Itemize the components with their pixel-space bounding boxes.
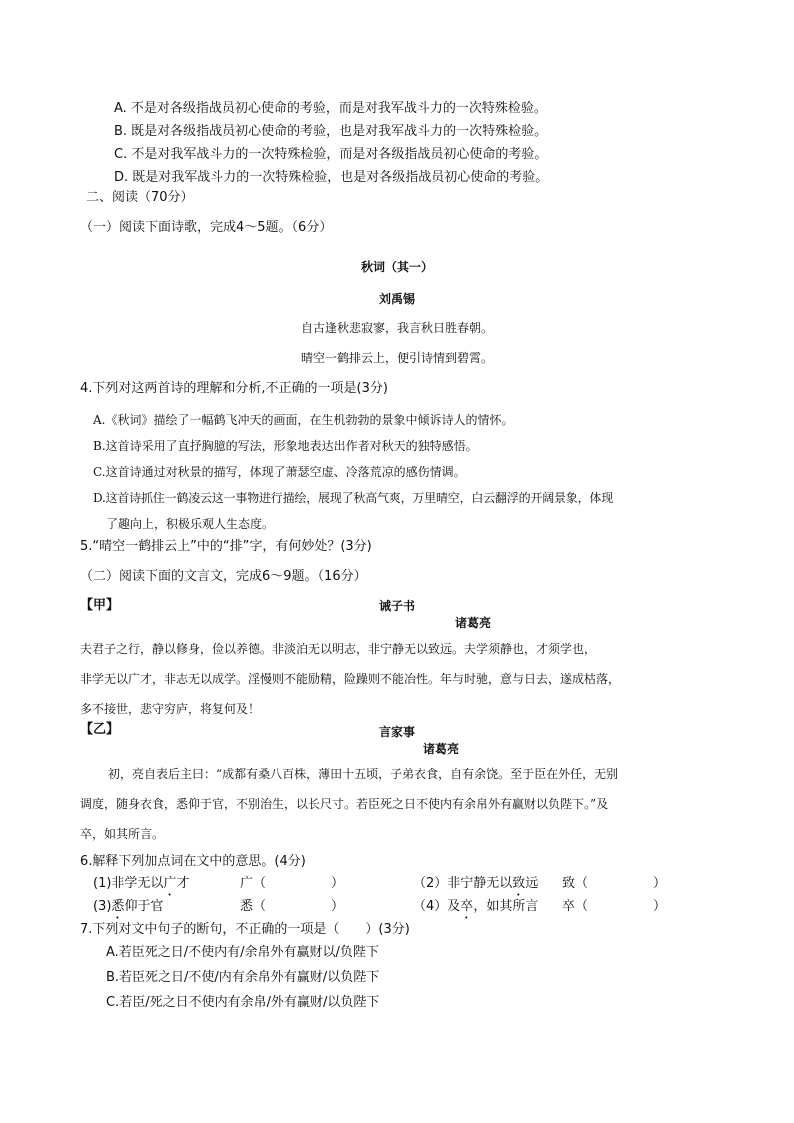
q6-item-1-answer: 广（ ） <box>240 876 345 891</box>
q7-option-c: C.若臣/死之日不使内有余帛/外有赢财/以负陛下 <box>106 995 380 1010</box>
q6-item-4: （4）及卒，如其所言 <box>413 899 539 914</box>
part2-intro: （二）阅读下面的文言文，完成6～9题。（16分） <box>80 569 367 584</box>
section-heading: 二、阅读（70分） <box>86 190 194 205</box>
yi-line-3: 卒，如其所言。 <box>80 827 165 841</box>
part1-intro: （一）阅读下面诗歌，完成4～5题。（6分） <box>80 220 333 235</box>
q7-option-b: B.若臣死之日/不使/内有余帛外有赢财/以负陛下 <box>106 970 380 985</box>
jia-author: 诸葛亮 <box>455 616 492 630</box>
jia-title: 诫子书 <box>378 599 415 613</box>
q6-item-2: （2）非宁静无以致远 <box>413 876 539 891</box>
jia-line-3: 多不接世，悲守穷庐，将复何及！ <box>80 702 261 716</box>
yi-title: 言家事 <box>378 725 415 739</box>
q6-item-3: (3)悉仰于官 <box>93 899 164 914</box>
jia-line-2: 非学无以广才，非志无以成学。淫慢则不能励精，险躁则不能冶性。年与时驰，意与日去，遂成枯落， <box>80 672 621 686</box>
q7-stem: 7.下列对文中句子的断句，不正确的一项是（ ）(3分) <box>80 922 410 937</box>
q5-stem: 5.“晴空一鹤排云上”中的“排”字，有何妙处？(3分) <box>80 539 372 554</box>
poem-author: 刘禹锡 <box>378 292 415 306</box>
q4-option-b: B.这首诗采用了直抒胸臆的写法，形象地表达出作者对秋天的独特感悟。 <box>93 439 478 453</box>
yi-line-2: 调度，随身衣食，悉仰于官，不别治生，以长尺寸。若臣死之日不使内有余帛外有赢财以负陛下。”及 <box>80 797 609 811</box>
yi-line-1: 初，亮自表后主曰：“成都有桑八百株，薄田十五顷，子弟衣食，自有余饶。至于臣在外任，无别 <box>108 767 619 781</box>
poem-line-1: 自古逢秋悲寂寥，我言秋日胜春朝。 <box>300 321 493 335</box>
q3-option-c: C. 不是对我军战斗力的一次特殊检验，而是对各级指战员初心使命的考验。 <box>114 147 548 162</box>
yi-author: 诸葛亮 <box>423 742 460 756</box>
q4-option-a: A.《秋词》描绘了一幅鹤飞冲天的画面，在生机勃勃的景象中倾诉诗人的情怀。 <box>93 413 514 427</box>
q6-stem: 6.解释下列加点词在文中的意思。(4分) <box>80 854 306 869</box>
jia-mark: 【甲】 <box>80 598 120 613</box>
q3-option-b: B. 既是对各级指战员初心使命的考验，也是对我军战斗力的一次特殊检验。 <box>114 124 548 139</box>
q6-item-4-answer: 卒（ ） <box>562 899 667 914</box>
q4-option-d-cont: 了趣向上，积极乐观人生态度。 <box>106 517 275 531</box>
poem-title: 秋词（其一） <box>360 260 433 274</box>
q4-stem: 4.下列对这两首诗的理解和分析,不正确的一项是(3分) <box>80 381 388 396</box>
q6-item-3-answer: 悉（ ） <box>240 899 345 914</box>
q4-option-d: D.这首诗抓住一鹤凌云这一事物进行描绘，展现了秋高气爽，万里晴空，白云翻浮的开阔景象，体现 <box>93 491 614 505</box>
q3-option-a: A. 不是对各级指战员初心使命的考验，而是对我军战斗力的一次特殊检验。 <box>114 101 547 116</box>
yi-mark: 【乙】 <box>80 722 120 737</box>
jia-line-1: 夫君子之行，静以修身，俭以养德。非淡泊无以明志，非宁静无以致远。夫学须静也，才须学也， <box>80 642 597 656</box>
q3-option-d: D. 既是对我军战斗力的一次特殊检验，也是对各级指战员初心使命的考验。 <box>114 170 549 185</box>
q6-item-2-answer: 致（ ） <box>562 876 667 891</box>
poem-line-2: 晴空一鹤排云上，便引诗情到碧霄。 <box>300 351 493 365</box>
q4-option-c: C.这首诗通过对秋景的描写，体现了萧瑟空虚、冷落荒凉的感伤情调。 <box>93 465 466 479</box>
q6-item-1: (1)非学无以广才 <box>93 876 190 891</box>
q7-option-a: A.若臣死之日/不使内有/余帛外有赢财以/负陛下 <box>106 945 379 960</box>
